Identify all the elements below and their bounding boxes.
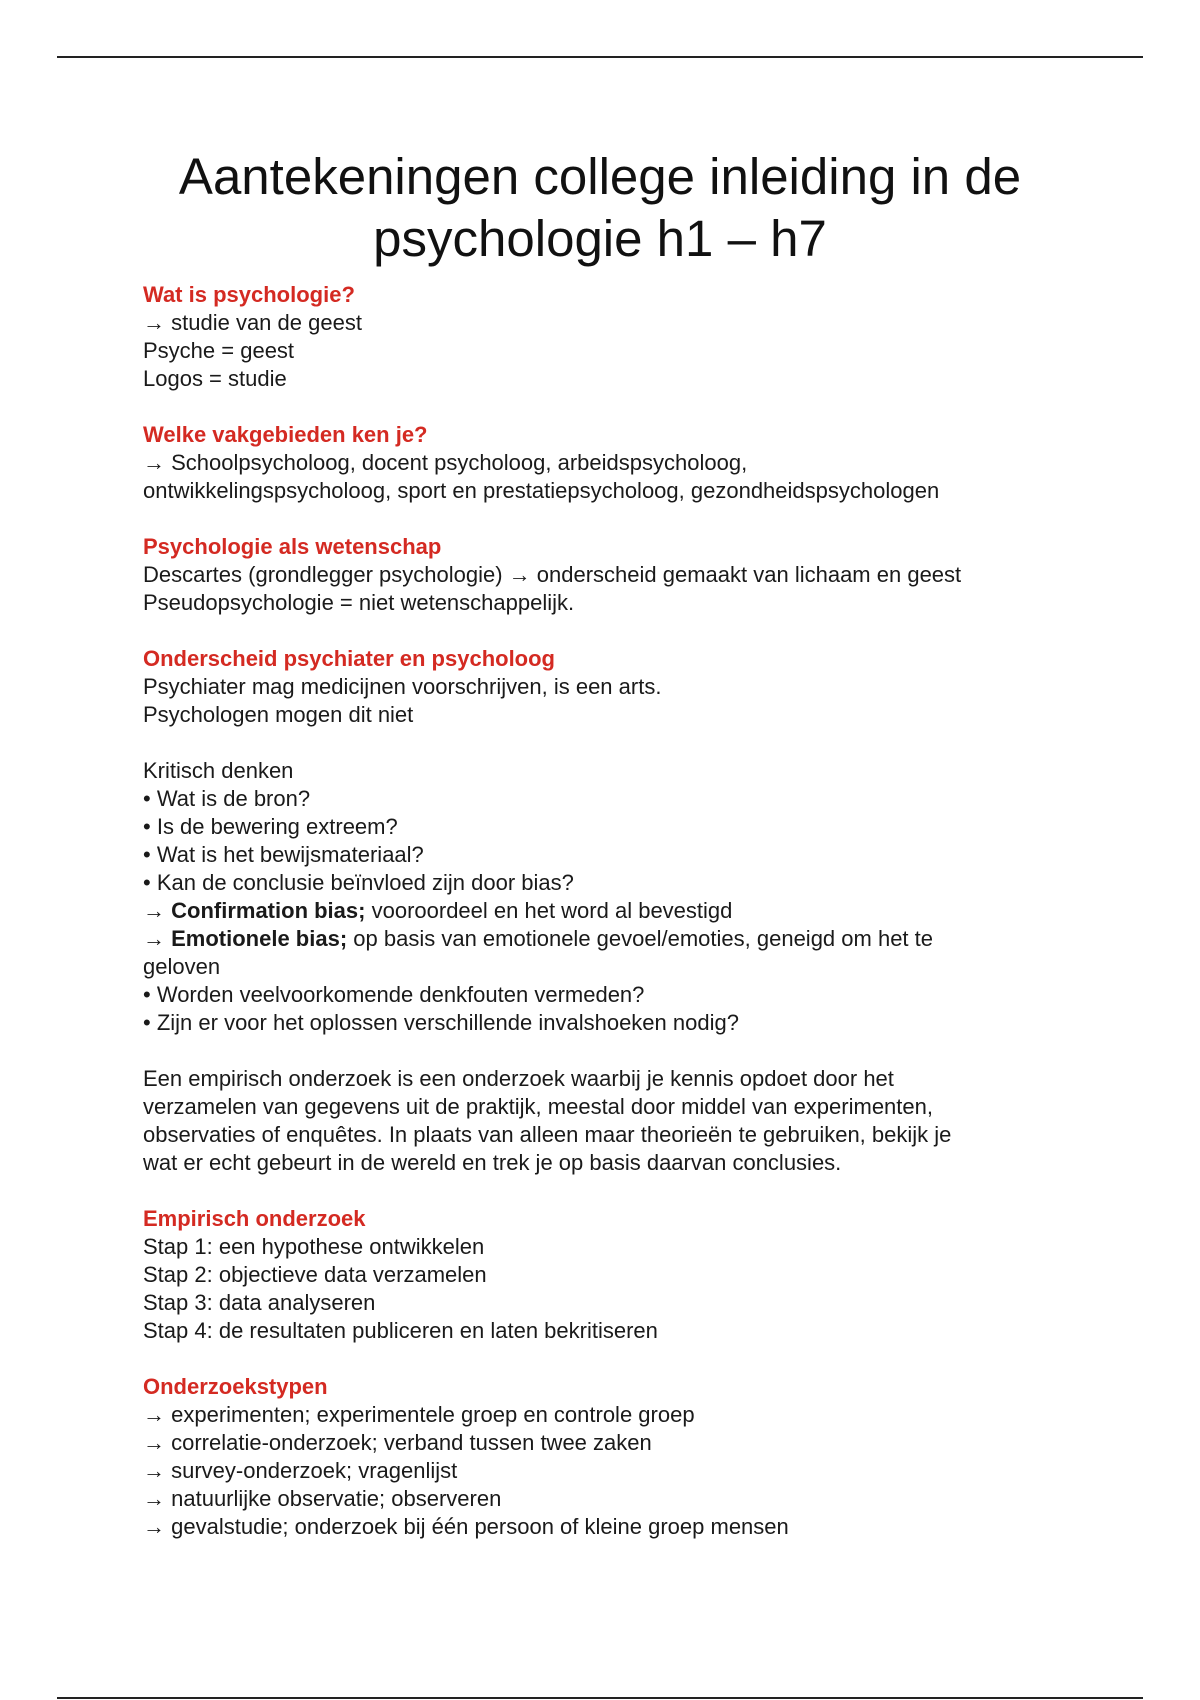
section-heading: Empirisch onderzoek — [143, 1206, 366, 1231]
text-line: → survey-onderzoek; vragenlijst — [143, 1458, 458, 1483]
bullet-item: • Kan de conclusie beïnvloed zijn door bias? — [143, 870, 574, 895]
text-line: Psychiater mag medicijnen voorschrijven, is een arts. — [143, 674, 662, 699]
document-body — [143, 281, 1103, 1569]
arrow-icon: → — [143, 1402, 165, 1427]
text-line: Stap 4: de resultaten publiceren en laten bekritiseren — [143, 1318, 658, 1343]
text-line: → experimenten; experimentele groep en controle groep — [143, 1402, 695, 1427]
arrow-icon: → — [143, 450, 165, 475]
text-line: → Confirmation bias; vooroordeel en het word al bevestigd — [143, 898, 733, 923]
text-line: Psyche = geest — [143, 338, 295, 363]
text-line: verzamelen van gegevens uit de praktijk, meestal door middel van experimenten, — [143, 1094, 933, 1119]
section-heading: Welke vakgebieden ken je? — [143, 422, 428, 447]
text-line: Psychologen mogen dit niet — [143, 702, 414, 727]
arrow-icon: → — [143, 926, 165, 951]
text-line: → Emotionele bias; op basis van emotionele gevoel/emoties, geneigd om het te — [143, 926, 933, 951]
text-line: Stap 1: een hypothese ontwikkelen — [143, 1234, 485, 1259]
text-line: → Schoolpsycholoog, docent psycholoog, arbeidspsycholoog, — [143, 450, 748, 475]
text-line: observaties of enquêtes. In plaats van alleen maar theorieën te gebruiken, bekijk je — [143, 1122, 952, 1147]
title-line-1: Aantekeningen college inleiding in de — [178, 148, 1022, 205]
bullet-item: • Worden veelvoorkomende denkfouten vermeden? — [143, 982, 645, 1007]
bottom-rule — [57, 1697, 1143, 1699]
text-line: geloven — [143, 954, 221, 979]
paragraph-empirisch — [143, 1065, 1103, 1177]
text-line: Een empirisch onderzoek is een onderzoek waarbij je kennis opdoet door het — [143, 1066, 894, 1091]
section-psychiater-psycholoog — [143, 645, 1103, 729]
bullet-item: • Is de bewering extreem? — [143, 814, 398, 839]
arrow-icon: → — [143, 898, 165, 923]
text-line: Descartes (grondlegger psychologie) → onderscheid gemaakt van lichaam en geest — [143, 562, 962, 587]
top-rule — [57, 56, 1143, 58]
text-line: → natuurlijke observatie; observeren — [143, 1486, 502, 1511]
section-heading: Onderzoekstypen — [143, 1374, 328, 1399]
bullet-item: • Wat is de bron? — [143, 786, 311, 811]
title-line-2: psychologie h1 – h7 — [373, 210, 827, 267]
arrow-icon: → — [143, 1458, 165, 1483]
section-onderzoekstypen — [143, 1373, 1103, 1541]
text-line: Logos = studie — [143, 366, 287, 391]
arrow-icon: → — [143, 1514, 165, 1539]
section-wat-is-psychologie — [143, 281, 1103, 393]
bullet-item: • Wat is het bewijsmateriaal? — [143, 842, 424, 867]
section-wetenschap — [143, 533, 1103, 617]
text-line: Stap 3: data analyseren — [143, 1290, 376, 1315]
text-line: → gevalstudie; onderzoek bij één persoon of kleine groep mensen — [143, 1514, 789, 1539]
arrow-icon: → — [143, 1486, 165, 1511]
section-vakgebieden — [143, 421, 1103, 505]
term-emotionele-bias: Emotionele bias; — [171, 926, 348, 951]
arrow-icon: → — [143, 310, 165, 335]
text-line: → correlatie-onderzoek; verband tussen twee zaken — [143, 1430, 652, 1455]
section-heading: Onderscheid psychiater en psycholoog — [143, 646, 555, 671]
text-line: wat er echt gebeurt in de wereld en trek je op basis daarvan conclusies. — [143, 1150, 842, 1175]
bullet-icon: • — [143, 786, 151, 811]
document-title — [100, 146, 1100, 270]
text-line: Kritisch denken — [143, 758, 294, 783]
section-empirisch-onderzoek — [143, 1205, 1103, 1345]
bullet-icon: • — [143, 870, 151, 895]
text-line: Pseudopsychologie = niet wetenschappelijk. — [143, 590, 575, 615]
bullet-icon: • — [143, 1010, 151, 1035]
bullet-icon: • — [143, 842, 151, 867]
bullet-icon: • — [143, 814, 151, 839]
section-heading: Psychologie als wetenschap — [143, 534, 442, 559]
text-line: ontwikkelingspsycholoog, sport en prestatiepsycholoog, gezondheidspsychologen — [143, 478, 940, 503]
text-line: Stap 2: objectieve data verzamelen — [143, 1262, 487, 1287]
term-confirmation-bias: Confirmation bias; — [171, 898, 366, 923]
text-line: → studie van de geest — [143, 310, 362, 335]
arrow-icon: → — [508, 562, 531, 587]
bullet-icon: • — [143, 982, 151, 1007]
section-kritisch-denken — [143, 757, 1103, 1037]
bullet-item: • Zijn er voor het oplossen verschillende invalshoeken nodig? — [143, 1010, 739, 1035]
arrow-icon: → — [143, 1430, 165, 1455]
section-heading: Wat is psychologie? — [143, 282, 355, 307]
